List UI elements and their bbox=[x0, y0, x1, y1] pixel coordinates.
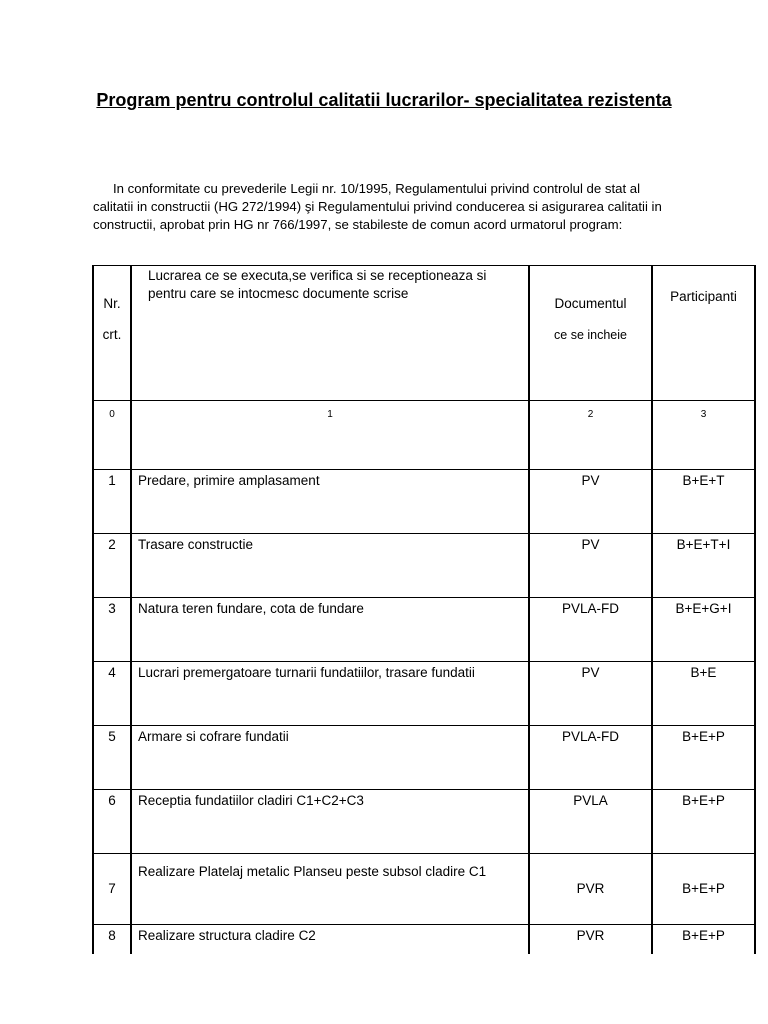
row-document: PV bbox=[529, 662, 652, 726]
header-participants: Participanti bbox=[652, 266, 755, 401]
row-description: Armare si cofrare fundatii bbox=[131, 726, 529, 790]
row-participants: B+E+T bbox=[652, 470, 755, 534]
row-document: PVR bbox=[529, 925, 652, 955]
table-row bbox=[93, 854, 755, 925]
table-header-row bbox=[93, 266, 755, 401]
row-nr: 3 bbox=[93, 598, 131, 662]
table-row bbox=[93, 790, 755, 854]
header-document-label: Documentul bbox=[554, 296, 627, 311]
row-description: Receptia fundatiilor cladiri C1+C2+C3 bbox=[131, 790, 529, 854]
row-participants: B+E+T+I bbox=[652, 534, 755, 598]
row-nr: 7 bbox=[93, 854, 131, 925]
index-cell: 2 bbox=[529, 401, 652, 470]
row-description: Predare, primire amplasament bbox=[131, 470, 529, 534]
header-description: Lucrarea ce se executa,se verifica si se receptioneaza si pentru care se intocmesc documente scrise bbox=[131, 266, 529, 401]
intro-text: In conformitate cu prevederile Legii nr. 10/1995, Regulamentului privind controlul de stat al calitatii in constructii (HG 272/1994) şi Regulamentului privind conducerea si asigurarea calitatii in constructii, aprobat prin HG nr 766/1997, se stabileste de comun acord urmatorul program: bbox=[93, 181, 662, 232]
row-participants: B+E bbox=[652, 662, 755, 726]
row-nr: 1 bbox=[93, 470, 131, 534]
row-nr: 8 bbox=[93, 925, 131, 955]
row-description: Realizare Platelaj metalic Planseu peste subsol cladire C1 bbox=[131, 854, 529, 925]
row-participants: B+E+G+I bbox=[652, 598, 755, 662]
header-crt: crt. bbox=[102, 327, 122, 342]
row-nr: 5 bbox=[93, 726, 131, 790]
row-nr: 6 bbox=[93, 790, 131, 854]
row-document: PVR bbox=[529, 854, 652, 925]
row-description: Lucrari premergatoare turnarii fundatiilor, trasare fundatii bbox=[131, 662, 529, 726]
document-title: Program pentru controlul calitatii lucrarilor- specialitatea rezistenta bbox=[96, 90, 672, 110]
row-document: PV bbox=[529, 470, 652, 534]
intro-paragraph bbox=[93, 180, 677, 234]
header-nr: Nr. bbox=[103, 296, 121, 311]
header-document bbox=[529, 266, 652, 401]
row-document: PVLA-FD bbox=[529, 598, 652, 662]
row-description: Realizare structura cladire C2 bbox=[131, 925, 529, 955]
index-cell: 0 bbox=[93, 401, 131, 470]
row-document: PVLA-FD bbox=[529, 726, 652, 790]
header-nr-crt bbox=[93, 266, 131, 401]
row-document: PV bbox=[529, 534, 652, 598]
header-document-sub: ce se incheie bbox=[554, 328, 627, 342]
row-participants: B+E+P bbox=[652, 726, 755, 790]
row-description: Trasare constructie bbox=[131, 534, 529, 598]
quality-control-table bbox=[92, 265, 756, 954]
row-participants: B+E+P bbox=[652, 790, 755, 854]
row-nr: 2 bbox=[93, 534, 131, 598]
row-description: Natura teren fundare, cota de fundare bbox=[131, 598, 529, 662]
table-row bbox=[93, 598, 755, 662]
row-participants: B+E+P bbox=[652, 925, 755, 955]
table-row bbox=[93, 470, 755, 534]
table-row bbox=[93, 662, 755, 726]
row-participants: B+E+P bbox=[652, 854, 755, 925]
index-cell: 3 bbox=[652, 401, 755, 470]
row-nr: 4 bbox=[93, 662, 131, 726]
table-row bbox=[93, 534, 755, 598]
index-cell: 1 bbox=[131, 401, 529, 470]
table-row bbox=[93, 925, 755, 955]
table-row bbox=[93, 726, 755, 790]
row-document: PVLA bbox=[529, 790, 652, 854]
table-index-row bbox=[93, 401, 755, 470]
